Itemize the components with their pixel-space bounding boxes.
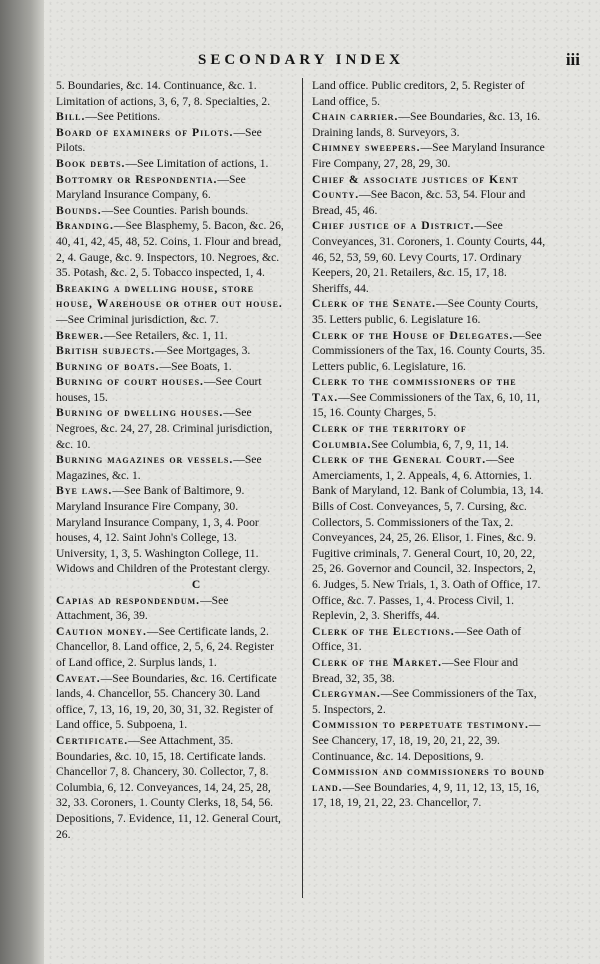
entry-references: —See Maryland Insurance Company, 6. (56, 172, 246, 202)
entry-references: —See Commissioners of the Tax, 16. County Courts, 35. Letters public, 6. Legislature, 16. (312, 328, 546, 373)
right-column (312, 78, 546, 811)
entry-references: —See Oath of Office, 31. (312, 624, 522, 654)
entry-heading: Bill. (56, 110, 86, 124)
entry-heading: Chain carrier. (312, 110, 399, 124)
entry-references: —See Commissioners of the Tax, 5. Inspectors, 2. (312, 687, 537, 716)
index-entry (56, 593, 286, 624)
entry-references: —See Limitation of actions, 1. (125, 156, 269, 170)
entry-references: —See Commissioners of the Tax, 6, 10, 11, 15, 16. County Charges, 5. (312, 390, 540, 420)
index-entry (312, 140, 546, 171)
index-entry (312, 686, 546, 717)
index-entry (56, 405, 286, 452)
entry-heading: Branding. (56, 219, 114, 233)
index-entry (312, 624, 546, 655)
index-entry (312, 78, 546, 109)
entry-heading: Commission and commissioners to bound land. (312, 765, 545, 794)
entry-references: —See Attachment, 36, 39. (56, 593, 229, 623)
index-entry (56, 218, 286, 280)
entry-references: —See Counties. Parish bounds. (101, 203, 249, 217)
section-letter: C (191, 578, 201, 591)
entry-heading: Chief justice of a District. (312, 219, 475, 233)
entry-heading: Clerk of the Senate. (312, 297, 437, 311)
index-entry (312, 172, 546, 219)
entry-references: —See Boundaries, 4, 9, 11, 12, 13, 15, 16, 17, 18, 19, 21, 22, 23. Chancellor, 7. (312, 780, 540, 810)
running-head: SECONDARY INDEX (197, 52, 404, 68)
entry-heading: Clerk of the Market. (312, 655, 443, 669)
entry-heading: Clerk of the General Court. (312, 453, 487, 467)
entry-heading: Burning of boats. (56, 359, 160, 373)
entry-heading: Caution money. (56, 624, 147, 638)
entry-references: —See Retailers, &c. 1, 11. (103, 328, 228, 342)
index-entry (56, 374, 286, 405)
entry-references: —See Boundaries, &c. 13, 16. Draining lands, 8. Surveyors, 3. (312, 110, 541, 139)
entry-references: —See Bacon, &c. 53, 54. Flour and Bread, 45, 46. (312, 188, 526, 217)
entry-references: —See Bank of Baltimore, 9. Maryland Insurance Fire Company, 30. Maryland Insurance Company, 1, 3, 4. Poor houses, 4, 12. Saint John's College, 13. University, 1, 3, 5. Washington College, 11. Widows and Children of the Protestant clergy. (56, 484, 270, 576)
index-entry (56, 624, 286, 671)
entry-heading: Burning of court houses. (56, 375, 204, 389)
index-entry (56, 452, 286, 483)
entry-heading: Caveat. (56, 671, 101, 685)
entry-references: —See Mortgages, 3. (155, 344, 251, 358)
entry-heading: Clerk to the commissioners of the Tax. (312, 375, 517, 404)
index-entry (56, 156, 286, 172)
entry-references: 5. Boundaries, &c. 14. Continuance, &c. 1. Limitation of actions, 3, 6, 7, 8. Specialties, 2. (56, 79, 271, 108)
entry-references: —See Petitions. (85, 110, 161, 124)
index-entry (56, 671, 286, 733)
entry-references: —See Amerciaments, 1, 2. Appeals, 4, 6. Attornies, 1. Bank of Maryland, 12. Bank of Columbia, 13, 14. Bills of Cost. Conveyances, 5, 7. Cursing, &c. Collectors, 5. Commissioners of the Tax, 2. Conveyances, 24, 25, 26. Elisor, 1. Fines, &c. 9. Fugitive criminals, 7. General Court, 10, 20, 22, 25, 26. Governor and Council, 32. Inspectors, 2, 6. Judges, 5. New Trials, 1, 3. Oath of Office, 17. Office, &c. 7. Passes, 1, 4. Process Civil, 1. Replevin, 2, 3. Sheriffs, 44. (312, 453, 544, 623)
entry-references: —See Conveyances, 31. Coroners, 1. County Courts, 44, 46, 52, 53, 59, 60. Levy Courts, 17. Ordinary Keepers, 20, 21. Retailers, &c. 15, 17, 18. Sheriffs, 44. (312, 219, 546, 295)
entry-heading: Commission to perpetuate testimony. (312, 718, 529, 732)
index-entry (312, 655, 546, 686)
index-entry (56, 483, 286, 577)
column-divider (302, 78, 303, 898)
entry-heading: Bye laws. (56, 484, 113, 498)
entry-heading: Clerk of the territory of Columbia. (312, 422, 467, 451)
entry-heading: British subjects. (56, 344, 156, 358)
entry-heading: Bounds. (56, 203, 102, 217)
entry-heading: Chief & associate justices of Kent County. (312, 172, 519, 202)
index-entry (56, 125, 286, 156)
index-entry (312, 764, 546, 811)
entry-heading: Burning of dwelling houses. (56, 406, 224, 420)
entry-heading: Breaking a dwelling house, store house, Warehouse or other out house. (56, 281, 283, 311)
entry-heading: Clergyman. (312, 687, 381, 701)
entry-heading: Burning magazines or vessels. (56, 453, 234, 467)
index-entry (312, 328, 546, 375)
index-entry (312, 296, 546, 327)
index-entry (312, 452, 546, 624)
index-entry (56, 733, 286, 842)
index-entry (56, 172, 286, 203)
entry-references: —See Boats, 1. (159, 359, 232, 373)
entry-references: —See Chancery, 17, 18, 19, 20, 21, 22, 39. Continuance, &c. 14. Depositions, 9. (312, 718, 541, 763)
entry-references: —See Pilots. (56, 125, 262, 155)
entry-heading: Bottomry or Respondentia. (56, 172, 218, 186)
entry-heading: Book debts. (56, 156, 126, 170)
left-column (56, 78, 286, 842)
entry-heading: Certificate. (56, 733, 129, 747)
entry-references: —See Court houses, 15. (56, 375, 262, 404)
entry-heading: Board of examiners of Pilots. (56, 125, 234, 139)
index-entry (56, 78, 286, 109)
entry-references: —See Attachment, 35. Boundaries, &c. 10, 15, 18. Certificate lands. Chancellor 7, 8. Chancery, 30. Collector, 7, 8. Columbia, 6, 12. Conveyances, 14, 24, 25, 28, 32, 33. Coroners, 1. County Clerks, 18, 54, 56. Depositions, 7. Evidence, 11, 12. General Court, 26. (56, 733, 281, 841)
index-entry (312, 218, 546, 296)
entry-heading: Brewer. (56, 328, 104, 342)
index-entry (56, 281, 286, 328)
index-entry (312, 717, 546, 764)
index-entry (56, 359, 286, 375)
entry-references: —See County Courts, 35. Letters public, 6. Legislature 16. (312, 297, 539, 326)
entry-references: —See Certificate lands, 2. Chancellor, 8. Land office, 2, 5, 6, 24. Register of Land office, 2. Surplus lands, 1. (56, 624, 274, 669)
entry-heading: Capias ad respondendum. (56, 593, 201, 607)
entry-references: —See Flour and Bread, 32, 35, 38. (312, 655, 519, 685)
index-entry (312, 374, 546, 421)
index-entry (56, 328, 286, 344)
index-entry (312, 109, 546, 140)
index-entry (312, 421, 546, 452)
entry-references: Land office. Public creditors, 2, 5. Register of Land office, 5. (312, 79, 525, 108)
index-entry (56, 343, 286, 359)
entry-references: —See Blasphemy, 5. Bacon, &c. 26, 40, 41, 42, 45, 48, 52. Coins, 1. Flour and bread, 2, 4. Gauge, &c. 9. Inspectors, 10. Negroes, &c. 35. Potash, &c. 2, 5. Tobacco inspected, 1, 4. (56, 219, 284, 280)
entry-references: —See Criminal jurisdiction, &c. 7. (56, 312, 219, 326)
entry-references: —See Boundaries, &c. 16. Certificate lands, 4. Chancellor, 55. Chancery 30. Land office, 7, 13, 16, 19, 20, 30, 31, 32. Register of Land office, 5. Subpoena, 1. (56, 671, 277, 732)
entry-references: —See Maryland Insurance Fire Company, 27, 28, 29, 30. (312, 141, 545, 170)
entry-references: —See Magazines, &c. 1. (56, 453, 262, 482)
index-entry (56, 109, 286, 125)
entry-heading: Chimney sweepers. (312, 141, 421, 155)
entry-references: —See Negroes, &c. 24, 27, 28. Criminal jurisdiction, &c. 10. (56, 406, 273, 451)
entry-heading: Clerk of the Elections. (312, 624, 455, 638)
page-header (60, 52, 582, 74)
page-number: iii (565, 50, 580, 69)
index-entry (56, 203, 286, 219)
entry-heading: Clerk of the House of Delegates. (312, 328, 514, 342)
book-spine-shadow (0, 0, 44, 964)
entry-references: See Columbia, 6, 7, 9, 11, 14. (371, 437, 509, 451)
